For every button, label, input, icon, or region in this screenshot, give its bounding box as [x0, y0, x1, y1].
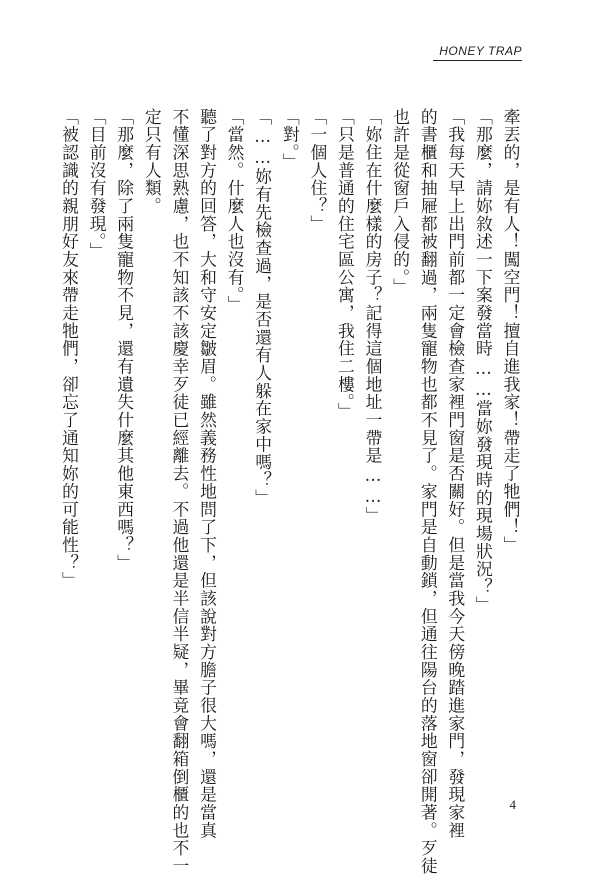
text-line: 「……妳有先檢查過，是否還有人躲在家中嗎？」: [252, 108, 273, 507]
text-line: 「對。」: [280, 108, 301, 171]
text-line: 的書櫃和抽屜都被翻過，兩隻寵物也都不見了。家門是自動鎖，但通往陽台的落地窗卻開著。歹徒: [418, 108, 439, 875]
text-line: 「一個人住？」: [307, 108, 328, 233]
text-line: 「目前沒有發現。」: [87, 108, 108, 261]
text-line: 牽丟的，是有人！闖空門！擅自進我家！帶走了牠們！」: [501, 108, 521, 554]
page-number: 4: [509, 797, 516, 812]
text-line: 不懂深思熟慮，也不知該不該慶幸歹徒已經離去。不過他還是半信半疑，畢竟會翻箱倒櫃的也不一: [169, 108, 190, 875]
text-line: 也許是從窗戶入侵的。」: [390, 108, 411, 296]
text-line: 「那麼，請妳敘述一下案發當時……當妳發現時的現場狀況？」: [473, 108, 494, 614]
text-line: 「妳住在什麼樣的房子？記得這個地址一帶是……」: [363, 108, 384, 525]
text-line: 「那麼，除了兩隻寵物不見，還有遺失什麼其他東西嗎？」: [114, 108, 135, 572]
text-line: 定只有人類。: [142, 108, 163, 216]
text-line: 「被認識的親朋好友來帶走牠們，卻忘了通知妳的可能性？」: [59, 108, 80, 590]
text-line: 「當然。什麼人也沒有。」: [225, 108, 246, 314]
running-header-title: HONEY TRAP: [433, 44, 522, 61]
vertical-text-block: [59, 108, 524, 875]
text-line: 「我每天早上出門前都一定會檢查家裡門窗是否關好。但是當我今天傍晚踏進家門，發現家裡: [445, 108, 466, 840]
text-line: 「只是普通的住宅區公寓，我住二樓。」: [335, 108, 356, 421]
text-line: 聽了對方的回答，大和守安定皺眉。雖然義務性地問了下，但該說對方膽子很大嗎，還是當真: [197, 108, 218, 840]
